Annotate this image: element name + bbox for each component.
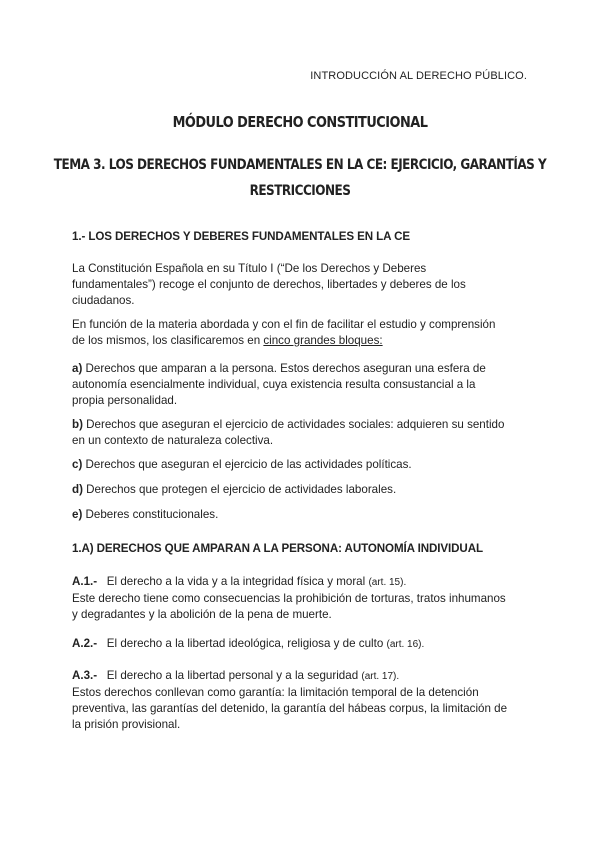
item-title: El derecho a la libertad ideológica, religiosa y de culto	[97, 637, 387, 650]
block-e	[72, 507, 532, 523]
block-d	[72, 482, 532, 498]
classification-text: de los mismos, los clasificaremos en	[72, 334, 264, 347]
block-text: Derechos que amparan a la persona. Estos derechos aseguran una esfera de	[82, 362, 486, 375]
block-text: propia personalidad.	[72, 394, 178, 407]
intro-line: ciudadanos.	[72, 294, 135, 307]
topic-title-line-2: RESTRICCIONES	[249, 183, 351, 199]
item-body: la prisión provisional.	[72, 718, 181, 731]
section-1-heading: 1.- LOS DERECHOS Y DEBERES FUNDAMENTALES EN LA CE	[72, 230, 411, 243]
item-title: El derecho a la vida y a la integridad física y moral	[97, 575, 369, 588]
topic-title	[42, 152, 558, 204]
item-label: A.2.-	[72, 637, 98, 650]
block-letter: c)	[72, 458, 83, 471]
block-text: en un contexto de naturaleza colectiva.	[72, 434, 274, 447]
item-a3	[72, 668, 532, 733]
item-label: A.3.-	[72, 669, 98, 682]
item-a1	[72, 574, 532, 623]
block-text: Derechos que aseguran el ejercicio de actividades sociales: adquieren su sentido	[82, 418, 505, 431]
module-title: MÓDULO DERECHO CONSTITUCIONAL	[172, 113, 428, 131]
block-letter: d)	[72, 483, 83, 496]
block-b	[72, 417, 532, 449]
article-ref: (art. 17).	[361, 671, 400, 682]
topic-title-line-1: TEMA 3. LOS DERECHOS FUNDAMENTALES EN LA CE: EJERCICIO, GARANTÍAS Y	[53, 157, 547, 173]
block-a	[72, 361, 532, 409]
classification-paragraph	[72, 317, 532, 349]
block-text: autonomía esencialmente individual, cuya existencia resulta consustancial a la	[72, 378, 476, 391]
course-header: INTRODUCCIÓN AL DERECHO PÚBLICO.	[310, 70, 527, 82]
item-body: y degradantes y la abolición de la pena de muerte.	[72, 608, 332, 621]
intro-line: La Constitución Española en su Título I (“De los Derechos y Deberes	[72, 262, 427, 275]
block-text: Derechos que protegen el ejercicio de actividades laborales.	[82, 483, 397, 496]
intro-paragraph	[72, 261, 532, 309]
item-a2	[72, 636, 532, 653]
item-label: A.1.-	[72, 575, 98, 588]
article-ref: (art. 16).	[386, 639, 425, 650]
block-text: Derechos que aseguran el ejercicio de las actividades políticas.	[82, 458, 412, 471]
block-text: Deberes constitucionales.	[82, 508, 219, 521]
block-letter: b)	[72, 418, 83, 431]
block-letter: a)	[72, 362, 83, 375]
article-ref: (art. 15).	[368, 577, 407, 588]
section-1a-heading: 1.A) DERECHOS QUE AMPARAN A LA PERSONA: AUTONOMÍA INDIVIDUAL	[72, 542, 483, 555]
item-body: preventiva, las garantías del detenido, la garantía del hábeas corpus, la limitación de	[72, 702, 508, 715]
classification-line	[72, 333, 532, 349]
five-blocks-underlined: cinco grandes bloques:	[263, 334, 383, 347]
intro-line: fundamentales”) recoge el conjunto de derechos, libertades y deberes de los	[72, 278, 466, 291]
classification-line: En función de la materia abordada y con el fin de facilitar el estudio y comprensión	[72, 318, 496, 331]
item-title: El derecho a la libertad personal y a la seguridad	[97, 669, 362, 682]
item-body: Estos derechos conllevan como garantía: la limitación temporal de la detención	[72, 686, 479, 699]
block-letter: e)	[72, 508, 83, 521]
item-body: Este derecho tiene como consecuencias la prohibición de torturas, tratos inhumanos	[72, 592, 506, 605]
block-c	[72, 457, 532, 473]
